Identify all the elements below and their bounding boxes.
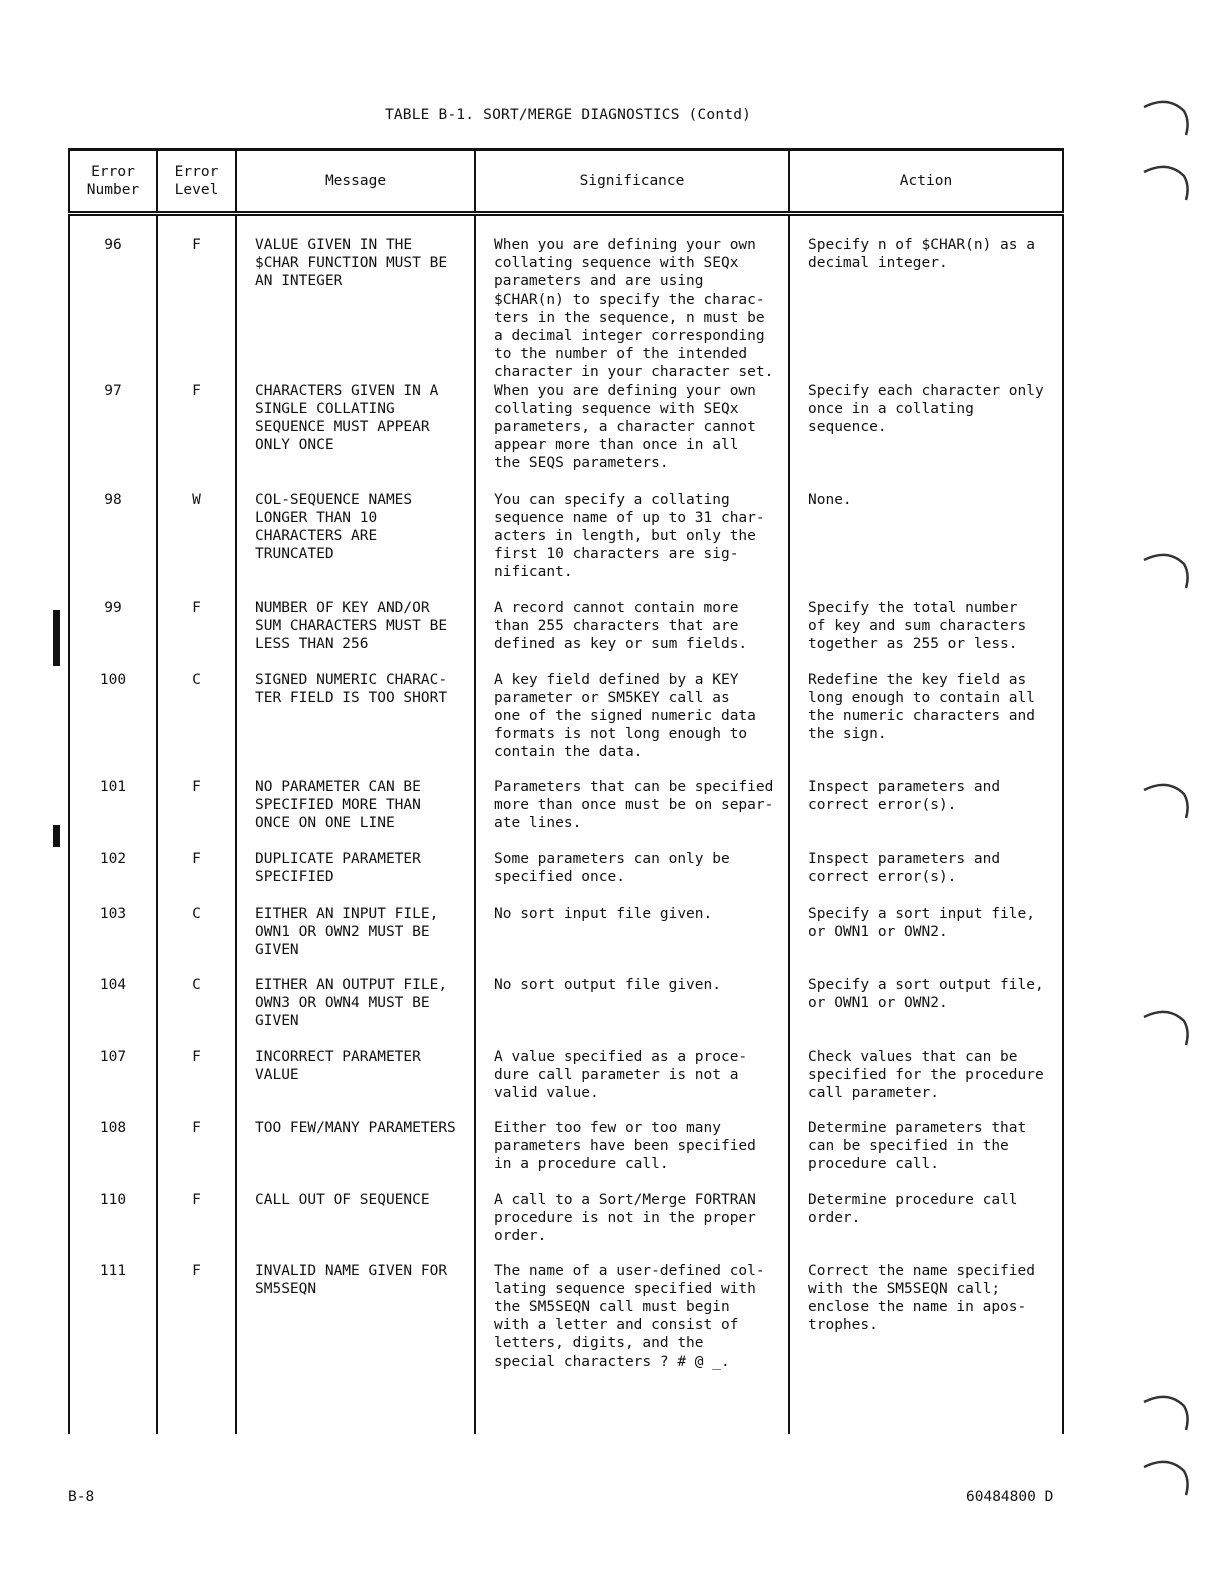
significance: A record cannot contain more than 255 characters that are defined as key or sum fields. [475,599,789,671]
significance: No sort output file given. [475,976,789,1048]
error-level: W [157,491,236,599]
message: COL-SEQUENCE NAMES LONGER THAN 10 CHARACTERS ARE TRUNCATED [236,491,475,599]
error-level: F [157,1262,236,1434]
significance: A call to a Sort/Merge FORTRAN procedure is not in the proper order. [475,1191,789,1262]
table-row [69,491,1063,599]
table-row [69,976,1063,1048]
binder-hole-mark [1138,548,1190,592]
error-number: 100 [69,671,157,778]
message: DUPLICATE PARAMETER SPECIFIED [236,850,475,905]
error-level: F [157,599,236,671]
significance: No sort input file given. [475,905,789,976]
action: Correct the name specified with the SM5SEQN call; enclose the name in apos- trophes. [789,1262,1063,1434]
action: Inspect parameters and correct error(s). [789,850,1063,905]
message: EITHER AN INPUT FILE, OWN1 OR OWN2 MUST BE GIVEN [236,905,475,976]
table-row [69,214,1063,382]
message: NO PARAMETER CAN BE SPECIFIED MORE THAN ONCE ON ONE LINE [236,778,475,850]
page-number: B-8 [68,1489,95,1505]
binder-hole-mark [1138,1455,1190,1499]
diagnostics-table [68,148,1064,1434]
header-message: Message [236,150,475,214]
error-number: 98 [69,491,157,599]
significance: Parameters that can be specified more than once must be on separ- ate lines. [475,778,789,850]
action: Specify each character only once in a collating sequence. [789,382,1063,491]
table-row [69,905,1063,976]
table-row [69,671,1063,778]
binder-hole-mark [1138,95,1190,139]
error-level: F [157,1191,236,1262]
error-number: 108 [69,1119,157,1191]
action: None. [789,491,1063,599]
error-level: C [157,671,236,778]
error-number: 99 [69,599,157,671]
significance: A value specified as a proce- dure call parameter is not a valid value. [475,1048,789,1119]
message: CHARACTERS GIVEN IN A SINGLE COLLATING SEQUENCE MUST APPEAR ONLY ONCE [236,382,475,491]
error-number: 107 [69,1048,157,1119]
action: Inspect parameters and correct error(s). [789,778,1063,850]
error-level: F [157,778,236,850]
action: Determine parameters that can be specified in the procedure call. [789,1119,1063,1191]
action: Specify the total number of key and sum characters together as 255 or less. [789,599,1063,671]
significance: You can specify a collating sequence name of up to 31 char- acters in length, but only the first 10 characters are sig- nificant. [475,491,789,599]
error-level: F [157,214,236,382]
error-level: F [157,382,236,491]
message: VALUE GIVEN IN THE $CHAR FUNCTION MUST BE AN INTEGER [236,214,475,382]
error-level: F [157,1119,236,1191]
table-row [69,1048,1063,1119]
error-level: C [157,976,236,1048]
change-bar [53,825,60,847]
header-action: Action [789,150,1063,214]
significance: Either too few or too many parameters have been specified in a procedure call. [475,1119,789,1191]
document-number: 60484800 D [966,1489,1054,1505]
error-number: 96 [69,214,157,382]
message: INCORRECT PARAMETER VALUE [236,1048,475,1119]
action: Redefine the key field as long enough to contain all the numeric characters and the sign. [789,671,1063,778]
error-number: 101 [69,778,157,850]
error-number: 111 [69,1262,157,1434]
error-level: F [157,1048,236,1119]
message: CALL OUT OF SEQUENCE [236,1191,475,1262]
table-row [69,1119,1063,1191]
table-row [69,1262,1063,1434]
table-header-row [69,150,1063,214]
table-row [69,599,1063,671]
error-number: 97 [69,382,157,491]
binder-hole-mark [1138,1390,1190,1434]
table-row [69,1191,1063,1262]
message: EITHER AN OUTPUT FILE, OWN3 OR OWN4 MUST BE GIVEN [236,976,475,1048]
error-number: 110 [69,1191,157,1262]
header-significance: Significance [475,150,789,214]
change-bar [53,610,60,666]
action: Check values that can be specified for the procedure call parameter. [789,1048,1063,1119]
binder-hole-mark [1138,160,1190,204]
error-number: 102 [69,850,157,905]
significance: When you are defining your own collating sequence with SEQx parameters and are using $CHAR(n) to specify the charac- ters in the sequence, n must be a decimal integer corresponding to the number of the intended character in your character set. [475,214,789,382]
significance: When you are defining your own collating sequence with SEQx parameters, a character cannot appear more than once in all the SEQS parameters. [475,382,789,491]
table-row [69,382,1063,491]
error-number: 103 [69,905,157,976]
error-number: 104 [69,976,157,1048]
error-level: C [157,905,236,976]
message: INVALID NAME GIVEN FOR SM5SEQN [236,1262,475,1434]
table-row [69,850,1063,905]
action: Specify n of $CHAR(n) as a decimal integer. [789,214,1063,382]
action: Determine procedure call order. [789,1191,1063,1262]
message: SIGNED NUMERIC CHARAC- TER FIELD IS TOO SHORT [236,671,475,778]
significance: Some parameters can only be specified once. [475,850,789,905]
page-title: TABLE B-1. SORT/MERGE DIAGNOSTICS (Contd) [384,107,752,123]
significance: A key field defined by a KEY parameter or SM5KEY call as one of the signed numeric data formats is not long enough to contain the data. [475,671,789,778]
binder-hole-mark [1138,778,1190,822]
table-row [69,778,1063,850]
action: Specify a sort output file, or OWN1 or OWN2. [789,976,1063,1048]
binder-hole-mark [1138,1005,1190,1049]
message: TOO FEW/MANY PARAMETERS [236,1119,475,1191]
message: NUMBER OF KEY AND/OR SUM CHARACTERS MUST BE LESS THAN 256 [236,599,475,671]
header-error-level: Error Level [157,150,236,214]
action: Specify a sort input file, or OWN1 or OWN2. [789,905,1063,976]
significance: The name of a user-defined col- lating sequence specified with the SM5SEQN call must begin with a letter and consist of letters, digits, and the special characters ? # @ _. [475,1262,789,1434]
error-level: F [157,850,236,905]
header-error-number: Error Number [69,150,157,214]
